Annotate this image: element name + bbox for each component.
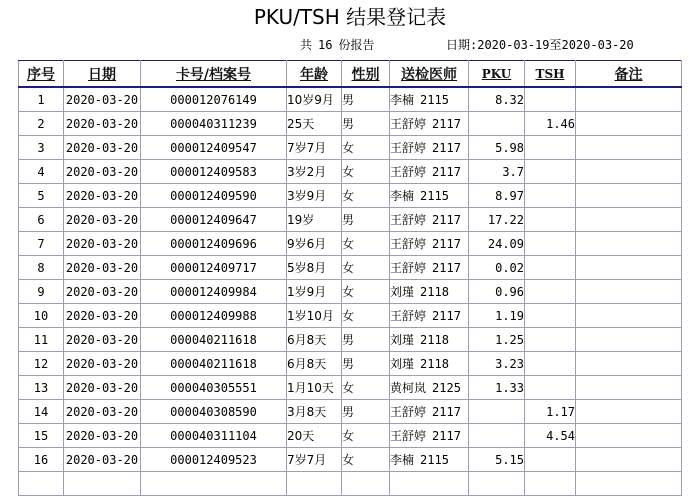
cell-doctor <box>390 112 469 136</box>
doctor-code: 2117 <box>432 213 461 227</box>
doctor-code: 2118 <box>420 357 449 371</box>
cell-sex: 男 <box>342 208 390 232</box>
doctor-code: 2117 <box>432 429 461 443</box>
table-row <box>19 256 682 280</box>
doctor-name: 刘瑾 <box>390 285 415 299</box>
doctor-name: 李楠 <box>390 93 415 107</box>
cell-doctor <box>390 256 469 280</box>
cell-doctor <box>390 184 469 208</box>
table-row <box>19 136 682 160</box>
header-tsh: TSH <box>525 61 576 88</box>
table-row <box>19 376 682 400</box>
cell-sex: 女 <box>342 256 390 280</box>
cell-sex: 男 <box>342 352 390 376</box>
cell-pku <box>469 400 525 424</box>
cell-date: 2020-03-20 <box>64 184 141 208</box>
doctor-name: 王舒婷 <box>390 141 427 155</box>
cell-seq: 12 <box>19 352 64 376</box>
count-prefix: 共 <box>300 38 313 52</box>
cell-seq: 11 <box>19 328 64 352</box>
cell-age: 5岁8月 <box>287 256 342 280</box>
doctor-code: 2115 <box>420 453 449 467</box>
doctor-name: 王舒婷 <box>390 405 427 419</box>
cell-note <box>576 136 682 160</box>
cell-age: 19岁 <box>287 208 342 232</box>
header-card: 卡号/档案号 <box>141 61 287 88</box>
table-row <box>19 328 682 352</box>
cell-seq: 15 <box>19 424 64 448</box>
header-note: 备注 <box>576 61 682 88</box>
cell-age: 6月8天 <box>287 328 342 352</box>
cell-doctor <box>390 400 469 424</box>
cell-sex: 男 <box>342 112 390 136</box>
table-row <box>19 400 682 424</box>
cell-date: 2020-03-20 <box>64 256 141 280</box>
report-title: PKU/TSH 结果登记表 <box>253 5 447 29</box>
doctor-name: 刘瑾 <box>390 333 415 347</box>
blank-cell <box>64 472 141 496</box>
cell-seq: 4 <box>19 160 64 184</box>
cell-seq: 10 <box>19 304 64 328</box>
header-age: 年龄 <box>287 61 342 88</box>
cell-age: 10岁9月 <box>287 87 342 112</box>
cell-pku: 3.7 <box>469 160 525 184</box>
cell-age: 20天 <box>287 424 342 448</box>
cell-tsh <box>525 376 576 400</box>
cell-pku: 1.25 <box>469 328 525 352</box>
table-row <box>19 112 682 136</box>
cell-age: 9岁6月 <box>287 232 342 256</box>
cell-pku: 5.15 <box>469 448 525 472</box>
date-range-line <box>446 37 634 53</box>
cell-sex: 女 <box>342 232 390 256</box>
table-row <box>19 280 682 304</box>
blank-row <box>19 472 682 496</box>
cell-card: 000040211618 <box>141 328 287 352</box>
cell-pku: 1.33 <box>469 376 525 400</box>
blank-cell <box>287 472 342 496</box>
cell-doctor <box>390 280 469 304</box>
cell-card: 000012409717 <box>141 256 287 280</box>
report-count: 16 <box>318 38 333 52</box>
cell-doctor <box>390 448 469 472</box>
doctor-code: 2117 <box>432 405 461 419</box>
doctor-name: 李楠 <box>390 453 415 467</box>
cell-card: 000012409696 <box>141 232 287 256</box>
table-row <box>19 232 682 256</box>
cell-card: 000040311104 <box>141 424 287 448</box>
cell-sex: 女 <box>342 376 390 400</box>
cell-date: 2020-03-20 <box>64 424 141 448</box>
cell-sex: 女 <box>342 448 390 472</box>
doctor-code: 2117 <box>432 117 461 131</box>
cell-pku: 0.96 <box>469 280 525 304</box>
cell-seq: 2 <box>19 112 64 136</box>
cell-date: 2020-03-20 <box>64 400 141 424</box>
doctor-name: 王舒婷 <box>390 117 427 131</box>
header-doctor: 送检医师 <box>390 61 469 88</box>
cell-age: 1岁9月 <box>287 280 342 304</box>
cell-sex: 男 <box>342 328 390 352</box>
date-range: 2020-03-19至2020-03-20 <box>477 38 634 52</box>
cell-tsh <box>525 352 576 376</box>
header-pku: PKU <box>469 61 525 88</box>
cell-card: 000012409984 <box>141 280 287 304</box>
cell-age: 1月10天 <box>287 376 342 400</box>
cell-doctor <box>390 376 469 400</box>
table-row <box>19 424 682 448</box>
doctor-code: 2125 <box>432 381 461 395</box>
cell-doctor <box>390 424 469 448</box>
cell-seq: 3 <box>19 136 64 160</box>
cell-seq: 8 <box>19 256 64 280</box>
table-row <box>19 87 682 112</box>
cell-age: 1岁10月 <box>287 304 342 328</box>
cell-seq: 1 <box>19 87 64 112</box>
doctor-name: 王舒婷 <box>390 165 427 179</box>
cell-doctor <box>390 232 469 256</box>
cell-sex: 女 <box>342 136 390 160</box>
cell-sex: 男 <box>342 400 390 424</box>
cell-age: 7岁7月 <box>287 448 342 472</box>
cell-note <box>576 232 682 256</box>
cell-pku: 17.22 <box>469 208 525 232</box>
cell-date: 2020-03-20 <box>64 87 141 112</box>
cell-doctor <box>390 160 469 184</box>
doctor-name: 刘瑾 <box>390 357 415 371</box>
cell-note <box>576 280 682 304</box>
count-suffix: 份报告 <box>338 38 375 52</box>
cell-note <box>576 448 682 472</box>
cell-note <box>576 256 682 280</box>
table-row <box>19 184 682 208</box>
doctor-name: 王舒婷 <box>390 429 427 443</box>
doctor-code: 2115 <box>420 189 449 203</box>
cell-sex: 女 <box>342 424 390 448</box>
cell-age: 3月8天 <box>287 400 342 424</box>
cell-age: 3岁9月 <box>287 184 342 208</box>
cell-date: 2020-03-20 <box>64 352 141 376</box>
cell-age: 3岁2月 <box>287 160 342 184</box>
doctor-name: 王舒婷 <box>390 237 427 251</box>
cell-date: 2020-03-20 <box>64 448 141 472</box>
cell-tsh: 1.17 <box>525 400 576 424</box>
doctor-name: 王舒婷 <box>390 213 427 227</box>
cell-age: 25天 <box>287 112 342 136</box>
blank-cell <box>469 472 525 496</box>
cell-pku <box>469 112 525 136</box>
table-row <box>19 304 682 328</box>
blank-cell <box>342 472 390 496</box>
cell-card: 000012076149 <box>141 87 287 112</box>
cell-seq: 13 <box>19 376 64 400</box>
cell-pku: 3.23 <box>469 352 525 376</box>
cell-seq: 9 <box>19 280 64 304</box>
cell-card: 000012409583 <box>141 160 287 184</box>
cell-note <box>576 328 682 352</box>
cell-note <box>576 304 682 328</box>
cell-tsh <box>525 184 576 208</box>
table-body <box>19 87 682 496</box>
cell-date: 2020-03-20 <box>64 304 141 328</box>
cell-tsh <box>525 87 576 112</box>
doctor-name: 王舒婷 <box>390 309 427 323</box>
cell-pku: 0.02 <box>469 256 525 280</box>
cell-card: 000012409547 <box>141 136 287 160</box>
cell-pku: 5.98 <box>469 136 525 160</box>
doctor-name: 王舒婷 <box>390 261 427 275</box>
results-table <box>18 60 682 496</box>
cell-tsh <box>525 256 576 280</box>
cell-card: 000040211618 <box>141 352 287 376</box>
blank-cell <box>390 472 469 496</box>
cell-date: 2020-03-20 <box>64 376 141 400</box>
cell-sex: 女 <box>342 304 390 328</box>
cell-seq: 7 <box>19 232 64 256</box>
cell-tsh: 1.46 <box>525 112 576 136</box>
cell-tsh <box>525 280 576 304</box>
cell-card: 000040311239 <box>141 112 287 136</box>
cell-seq: 16 <box>19 448 64 472</box>
cell-note <box>576 184 682 208</box>
blank-cell <box>525 472 576 496</box>
cell-tsh <box>525 232 576 256</box>
cell-card: 000012409988 <box>141 304 287 328</box>
doctor-code: 2118 <box>420 285 449 299</box>
cell-sex: 女 <box>342 280 390 304</box>
doctor-code: 2117 <box>432 309 461 323</box>
cell-seq: 6 <box>19 208 64 232</box>
cell-doctor <box>390 87 469 112</box>
cell-pku: 8.97 <box>469 184 525 208</box>
cell-doctor <box>390 328 469 352</box>
cell-note <box>576 376 682 400</box>
doctor-name: 李楠 <box>390 189 415 203</box>
cell-date: 2020-03-20 <box>64 112 141 136</box>
cell-tsh <box>525 136 576 160</box>
table-row <box>19 208 682 232</box>
doctor-code: 2118 <box>420 333 449 347</box>
cell-card: 000012409590 <box>141 184 287 208</box>
doctor-code: 2117 <box>432 165 461 179</box>
table-header-row <box>19 61 682 88</box>
cell-note <box>576 352 682 376</box>
cell-tsh <box>525 448 576 472</box>
doctor-code: 2115 <box>420 93 449 107</box>
table-row <box>19 160 682 184</box>
cell-date: 2020-03-20 <box>64 208 141 232</box>
cell-tsh <box>525 328 576 352</box>
cell-card: 000040308590 <box>141 400 287 424</box>
blank-cell <box>19 472 64 496</box>
cell-note <box>576 208 682 232</box>
cell-date: 2020-03-20 <box>64 280 141 304</box>
cell-note <box>576 160 682 184</box>
cell-pku: 1.19 <box>469 304 525 328</box>
cell-note <box>576 400 682 424</box>
cell-date: 2020-03-20 <box>64 232 141 256</box>
cell-doctor <box>390 352 469 376</box>
cell-tsh: 4.54 <box>525 424 576 448</box>
cell-age: 7岁7月 <box>287 136 342 160</box>
cell-doctor <box>390 136 469 160</box>
cell-date: 2020-03-20 <box>64 328 141 352</box>
cell-seq: 14 <box>19 400 64 424</box>
cell-pku: 8.32 <box>469 87 525 112</box>
cell-age: 6月8天 <box>287 352 342 376</box>
cell-note <box>576 424 682 448</box>
cell-tsh <box>525 160 576 184</box>
cell-sex: 男 <box>342 87 390 112</box>
cell-sex: 女 <box>342 184 390 208</box>
blank-cell <box>576 472 682 496</box>
cell-doctor <box>390 208 469 232</box>
cell-date: 2020-03-20 <box>64 136 141 160</box>
doctor-code: 2117 <box>432 141 461 155</box>
header-date: 日期 <box>64 61 141 88</box>
cell-date: 2020-03-20 <box>64 160 141 184</box>
header-sex: 性别 <box>342 61 390 88</box>
header-seq: 序号 <box>19 61 64 88</box>
date-label: 日期: <box>446 38 478 52</box>
doctor-name: 黄柯岚 <box>390 381 427 395</box>
blank-cell <box>141 472 287 496</box>
cell-card: 000012409647 <box>141 208 287 232</box>
report-count-line <box>300 37 374 53</box>
cell-card: 000040305551 <box>141 376 287 400</box>
table-row <box>19 448 682 472</box>
cell-doctor <box>390 304 469 328</box>
table-row <box>19 352 682 376</box>
cell-sex: 女 <box>342 160 390 184</box>
cell-pku: 24.09 <box>469 232 525 256</box>
cell-seq: 5 <box>19 184 64 208</box>
doctor-code: 2117 <box>432 237 461 251</box>
cell-tsh <box>525 208 576 232</box>
cell-card: 000012409523 <box>141 448 287 472</box>
cell-tsh <box>525 304 576 328</box>
cell-pku <box>469 424 525 448</box>
cell-note <box>576 112 682 136</box>
cell-note <box>576 87 682 112</box>
doctor-code: 2117 <box>432 261 461 275</box>
